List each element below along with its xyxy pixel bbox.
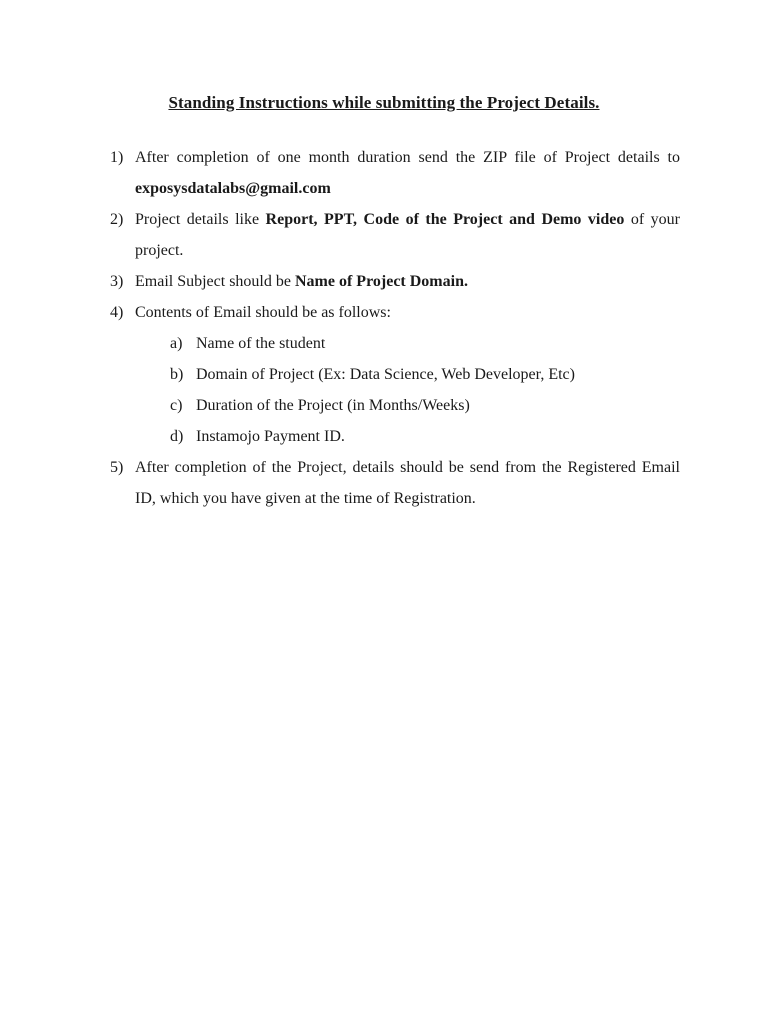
instruction-item-2 <box>110 204 680 266</box>
item-text-end: of your project. <box>135 211 680 259</box>
sub-item-b <box>110 359 680 390</box>
item-bold-text: Report, PPT, Code of the Project and Demo video <box>265 211 625 228</box>
instruction-item-5 <box>110 452 680 514</box>
sub-item-d <box>110 421 680 452</box>
sub-item-letter: a) <box>170 335 183 352</box>
sub-item-letter: d) <box>170 428 184 445</box>
sub-item-text: Instamojo Payment ID. <box>196 428 345 445</box>
sub-item-text: Duration of the Project (in Months/Weeks) <box>196 397 470 414</box>
instruction-list <box>110 142 680 514</box>
sub-item-letter: b) <box>170 366 184 383</box>
sub-item-a <box>110 328 680 359</box>
item-number: 1) <box>110 149 124 166</box>
item-text: Contents of Email should be as follows: <box>135 304 391 321</box>
item-text: After completion of one month duration send the ZIP file of Project details to <box>135 149 680 166</box>
item-number: 2) <box>110 211 124 228</box>
item-text: Project details like <box>135 211 266 228</box>
item-text: Email Subject should be <box>135 273 295 290</box>
instruction-item-1 <box>110 142 680 204</box>
document-title: Standing Instructions while submitting the Project Details. <box>168 93 600 112</box>
instruction-item-3 <box>110 266 680 297</box>
sub-item-text: Domain of Project (Ex: Data Science, Web Developer, Etc) <box>196 366 575 383</box>
sub-item-letter: c) <box>170 397 183 414</box>
item-number: 4) <box>110 304 124 321</box>
sub-item-c <box>110 390 680 421</box>
email-address: exposysdatalabs@gmail.com <box>135 180 331 197</box>
item-number: 5) <box>110 459 124 476</box>
item-number: 3) <box>110 273 124 290</box>
sub-item-text: Name of the student <box>196 335 326 352</box>
item-bold-text: Name of Project Domain. <box>294 273 468 290</box>
instruction-item-4 <box>110 297 680 328</box>
item-text: After completion of the Project, details should be send from the Registered Email ID, which you have given at the time of Registration. <box>135 459 680 507</box>
